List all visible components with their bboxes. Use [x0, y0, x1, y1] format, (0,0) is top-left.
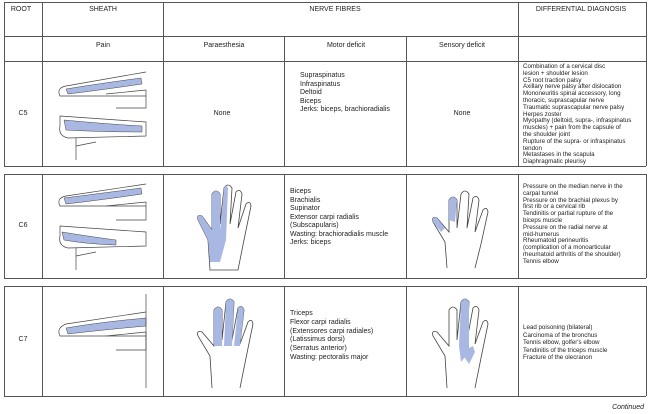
differential-item: C5 root traction palsy: [523, 76, 582, 84]
differential-item: Diaphragmatic pleurisy: [523, 158, 586, 166]
differential-item: muscles) + pain from the capsule of: [523, 124, 621, 132]
pain-diagram-c7: [46, 290, 158, 392]
rule: [163, 286, 164, 396]
rule: [646, 174, 647, 278]
motor-item: Deltoid: [300, 89, 322, 96]
header-sheath: SHEATH: [89, 6, 117, 13]
differential-item: Tennis elbow, golfer's elbow: [523, 339, 600, 346]
differential-item: thoracic, suprascapular nerve: [523, 96, 605, 104]
rule: [4, 36, 646, 37]
rule: [4, 2, 5, 166]
differential-item: the shoulder joint: [523, 130, 571, 138]
header-sensory-deficit: Sensory deficit: [439, 42, 485, 49]
motor-item: Biceps: [290, 188, 312, 195]
motor-item: (Latissimus dorsi): [290, 336, 345, 344]
header-paraesthesia: Paraesthesia: [203, 42, 245, 49]
rule: [42, 174, 43, 278]
rule: [284, 36, 285, 166]
differential-item: (complication of a monoarticular: [523, 244, 611, 252]
differential-list-c6: [523, 184, 623, 266]
rule: [518, 286, 519, 396]
differential-item: Lead poisoning (bilateral): [523, 324, 593, 331]
differential-list-c5: [523, 64, 631, 166]
rule: [4, 396, 646, 397]
differential-item: mid-humerus: [523, 230, 560, 238]
motor-list-c6: [290, 188, 388, 248]
root-label-c7: C7: [18, 336, 28, 343]
differential-item: Myopathy (deltoid, supra-, infraspinatus: [523, 117, 632, 125]
rule: [646, 286, 647, 396]
motor-item: Flexor carpi radialis: [290, 318, 351, 326]
rule: [4, 286, 5, 396]
differential-item: Pressure on the radial nerve at: [523, 223, 608, 231]
header-differential-diagnosis: DIFFERENTIAL DIAGNOSIS: [535, 6, 627, 13]
sensory-hand-c7: [425, 292, 501, 392]
header-motor-deficit: Motor deficit: [326, 42, 366, 49]
rule: [646, 2, 647, 166]
sensory-none-c5: None: [453, 110, 471, 117]
differential-item: Traumatic suprascapular nerve palsy: [523, 103, 625, 111]
differential-item: Fracture of the olecranon: [523, 354, 593, 361]
rule: [4, 174, 5, 278]
differential-item: Pressure on the brachial plexus by: [523, 196, 618, 204]
differential-item: Tendinitis or partial rupture of the: [523, 210, 614, 218]
motor-list-c5: [300, 72, 390, 115]
differential-list-c7: [523, 324, 607, 362]
motor-item: Brachialis: [290, 196, 321, 204]
differential-item: Combination of a cervical disc: [523, 63, 606, 70]
motor-item: Biceps: [300, 97, 322, 105]
differential-item: Herpes zoster: [523, 110, 562, 118]
rule: [4, 2, 646, 3]
differential-item: rheumatoid arthritis of the shoulder): [523, 250, 621, 258]
differential-item: Metastases in the scapula: [523, 151, 595, 159]
header-root: ROOT: [10, 6, 32, 13]
motor-item: (Subscapularis): [290, 222, 339, 229]
differential-item: Mononeuritis spinal accessory, long: [523, 90, 621, 98]
paraesthesia-none-c5: None: [213, 110, 231, 117]
paraesthesia-hand-c6: [190, 180, 260, 276]
motor-item: Infraspinatus: [300, 80, 341, 88]
motor-item: Supinator: [290, 205, 320, 212]
motor-item: Jerks: biceps: [290, 239, 331, 246]
rule: [163, 174, 164, 278]
differential-item: first rib or a cervical rib: [523, 203, 586, 211]
differential-item: Axillary nerve palsy after dislocation: [523, 83, 622, 91]
differential-item: Rheumatoid perineuritis: [523, 237, 589, 245]
rule: [406, 286, 407, 396]
header-nerve-fibres: NERVE FIBRES: [309, 6, 361, 13]
differential-item: Tendinitis of the triceps muscle: [523, 346, 608, 354]
differential-item: Tennis elbow: [523, 257, 559, 265]
differential-item: carpal tunnel: [523, 189, 559, 197]
rule: [4, 61, 646, 62]
rule: [518, 2, 519, 166]
sensory-hand-c6: [425, 182, 501, 272]
rule: [4, 174, 646, 175]
rule: [4, 278, 646, 279]
differential-item: biceps muscle: [523, 216, 563, 224]
paraesthesia-hand-c7: [190, 292, 266, 392]
motor-item: Supraspinatus: [300, 72, 345, 79]
rule: [406, 36, 407, 166]
differential-item: tendon: [523, 144, 542, 152]
motor-item: Wasting: pectoralis major: [290, 353, 369, 361]
motor-item: Jerks: biceps, brachioradialis: [300, 106, 390, 113]
rule: [4, 166, 646, 167]
rule: [284, 286, 285, 396]
motor-item: Wasting: brachioradialis muscle: [290, 230, 389, 238]
root-label-c5: C5: [18, 110, 28, 117]
motor-item: Extensor carpi radialis: [290, 213, 359, 221]
rule: [42, 2, 43, 166]
rule: [518, 174, 519, 278]
motor-item: Triceps: [290, 310, 313, 317]
rule: [406, 174, 407, 278]
rule: [163, 2, 164, 166]
motor-item: (Serratus anterior): [290, 345, 347, 353]
continued-label: Continued: [612, 404, 644, 411]
header-pain: Pain: [95, 42, 110, 49]
pain-diagram-c6: [46, 178, 158, 274]
differential-item: Carcinoma of the bronchus: [523, 331, 598, 339]
motor-item: (Extensores carpi radiales): [290, 327, 374, 335]
differential-item: Rupture of the supra- or infraspinatus: [523, 137, 626, 145]
rule: [284, 174, 285, 278]
rule: [42, 286, 43, 396]
root-label-c6: C6: [18, 222, 28, 229]
differential-item: Pressure on the median nerve in the: [523, 183, 623, 190]
pain-diagram-c5: [46, 66, 158, 162]
rule: [4, 286, 646, 287]
motor-list-c7: [290, 310, 373, 363]
differential-item: lesion + shoulder lesion: [523, 69, 588, 77]
